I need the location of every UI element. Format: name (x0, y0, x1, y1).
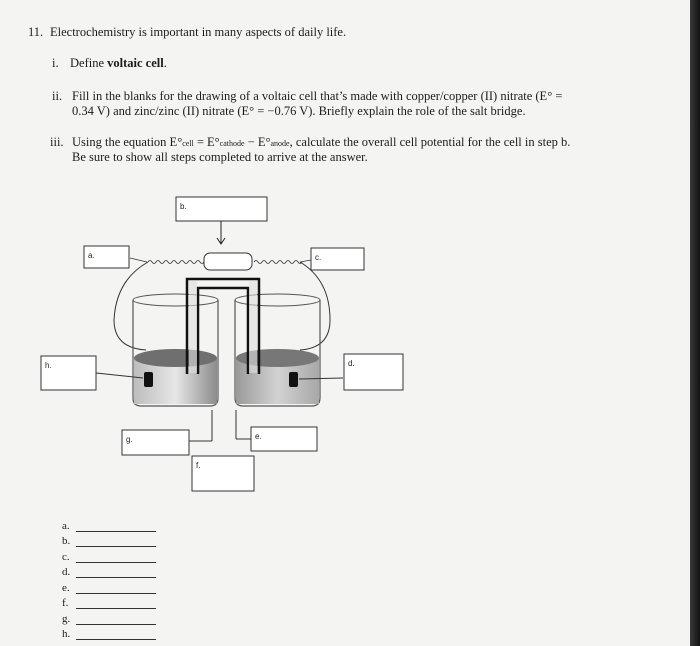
label-c: c. (315, 253, 322, 262)
answer-row (62, 563, 156, 579)
question-number: 11. (28, 25, 44, 39)
answer-blank-e[interactable] (76, 582, 156, 594)
answer-blank-g[interactable] (76, 613, 156, 625)
blank-box-f[interactable] (192, 456, 254, 491)
page-edge-shadow (690, 0, 700, 646)
answer-list (62, 516, 156, 640)
answer-letter: c. (62, 550, 70, 563)
answer-letter: e. (62, 581, 70, 594)
part-ii-number: ii. (52, 89, 63, 103)
part-ii-line2: 0.34 V) and zinc/zinc (II) nitrate (E° = −0.76 V). Briefly explain the role of the salt bridge. (72, 104, 526, 118)
eq-sub-cathode: cathode (219, 139, 245, 148)
eq-minus: − E° (244, 135, 271, 149)
answer-row (62, 578, 156, 594)
eq-sub-anode: anode (270, 139, 290, 148)
answer-blank-a[interactable] (76, 520, 156, 532)
part-i-pre: Define (70, 56, 108, 70)
answer-blank-f[interactable] (76, 597, 156, 609)
blank-box-b[interactable] (176, 197, 267, 221)
left-electrode (144, 372, 153, 387)
part-ii-line1: Fill in the blanks for the drawing of a voltaic cell that’s made with copper/copper (II) nitrate (E° = (72, 89, 563, 103)
label-d: d. (348, 359, 355, 368)
voltmeter (204, 253, 252, 270)
answer-blank-b[interactable] (76, 535, 156, 547)
part-iii-line2: Be sure to show all steps completed to arrive at the answer. (72, 150, 368, 164)
question-intro: Electrochemistry is important in many aspects of daily life. (50, 25, 347, 39)
answer-row (62, 516, 156, 532)
answer-letter: b. (62, 535, 71, 547)
answer-letter: f. (62, 597, 69, 609)
part-iii-number: iii. (50, 135, 64, 149)
answer-row (62, 532, 156, 548)
label-e: e. (255, 432, 262, 441)
part-i-number: i. (52, 56, 59, 70)
label-h: h. (45, 361, 52, 370)
part-i-post: . (163, 56, 167, 70)
answer-letter: h. (62, 628, 71, 640)
part-i-term: voltaic cell (107, 56, 164, 70)
wire-right (254, 261, 302, 264)
answer-blank-d[interactable] (76, 566, 156, 578)
left-solution-surface (134, 349, 217, 367)
eq-sub-cell: cell (182, 139, 194, 148)
answer-letter: g. (62, 612, 71, 625)
label-b: b. (180, 202, 187, 211)
answer-row (62, 625, 156, 641)
eq-equals: = E° (193, 135, 220, 149)
wire-left (148, 261, 208, 264)
eq-post: , calculate the overall cell potential for the cell in step b. (289, 135, 571, 149)
answer-row (62, 609, 156, 625)
answer-row (62, 547, 156, 563)
answer-letter: a. (62, 519, 70, 532)
answer-letter: d. (62, 566, 71, 578)
right-electrode (289, 372, 298, 387)
answer-blank-h[interactable] (76, 628, 156, 640)
label-a: a. (88, 251, 95, 260)
answer-row (62, 594, 156, 610)
label-f: f. (196, 461, 201, 470)
eq-pre: Using the equation E° (72, 135, 183, 149)
answer-blank-c[interactable] (76, 551, 156, 563)
label-g: g. (126, 435, 133, 444)
